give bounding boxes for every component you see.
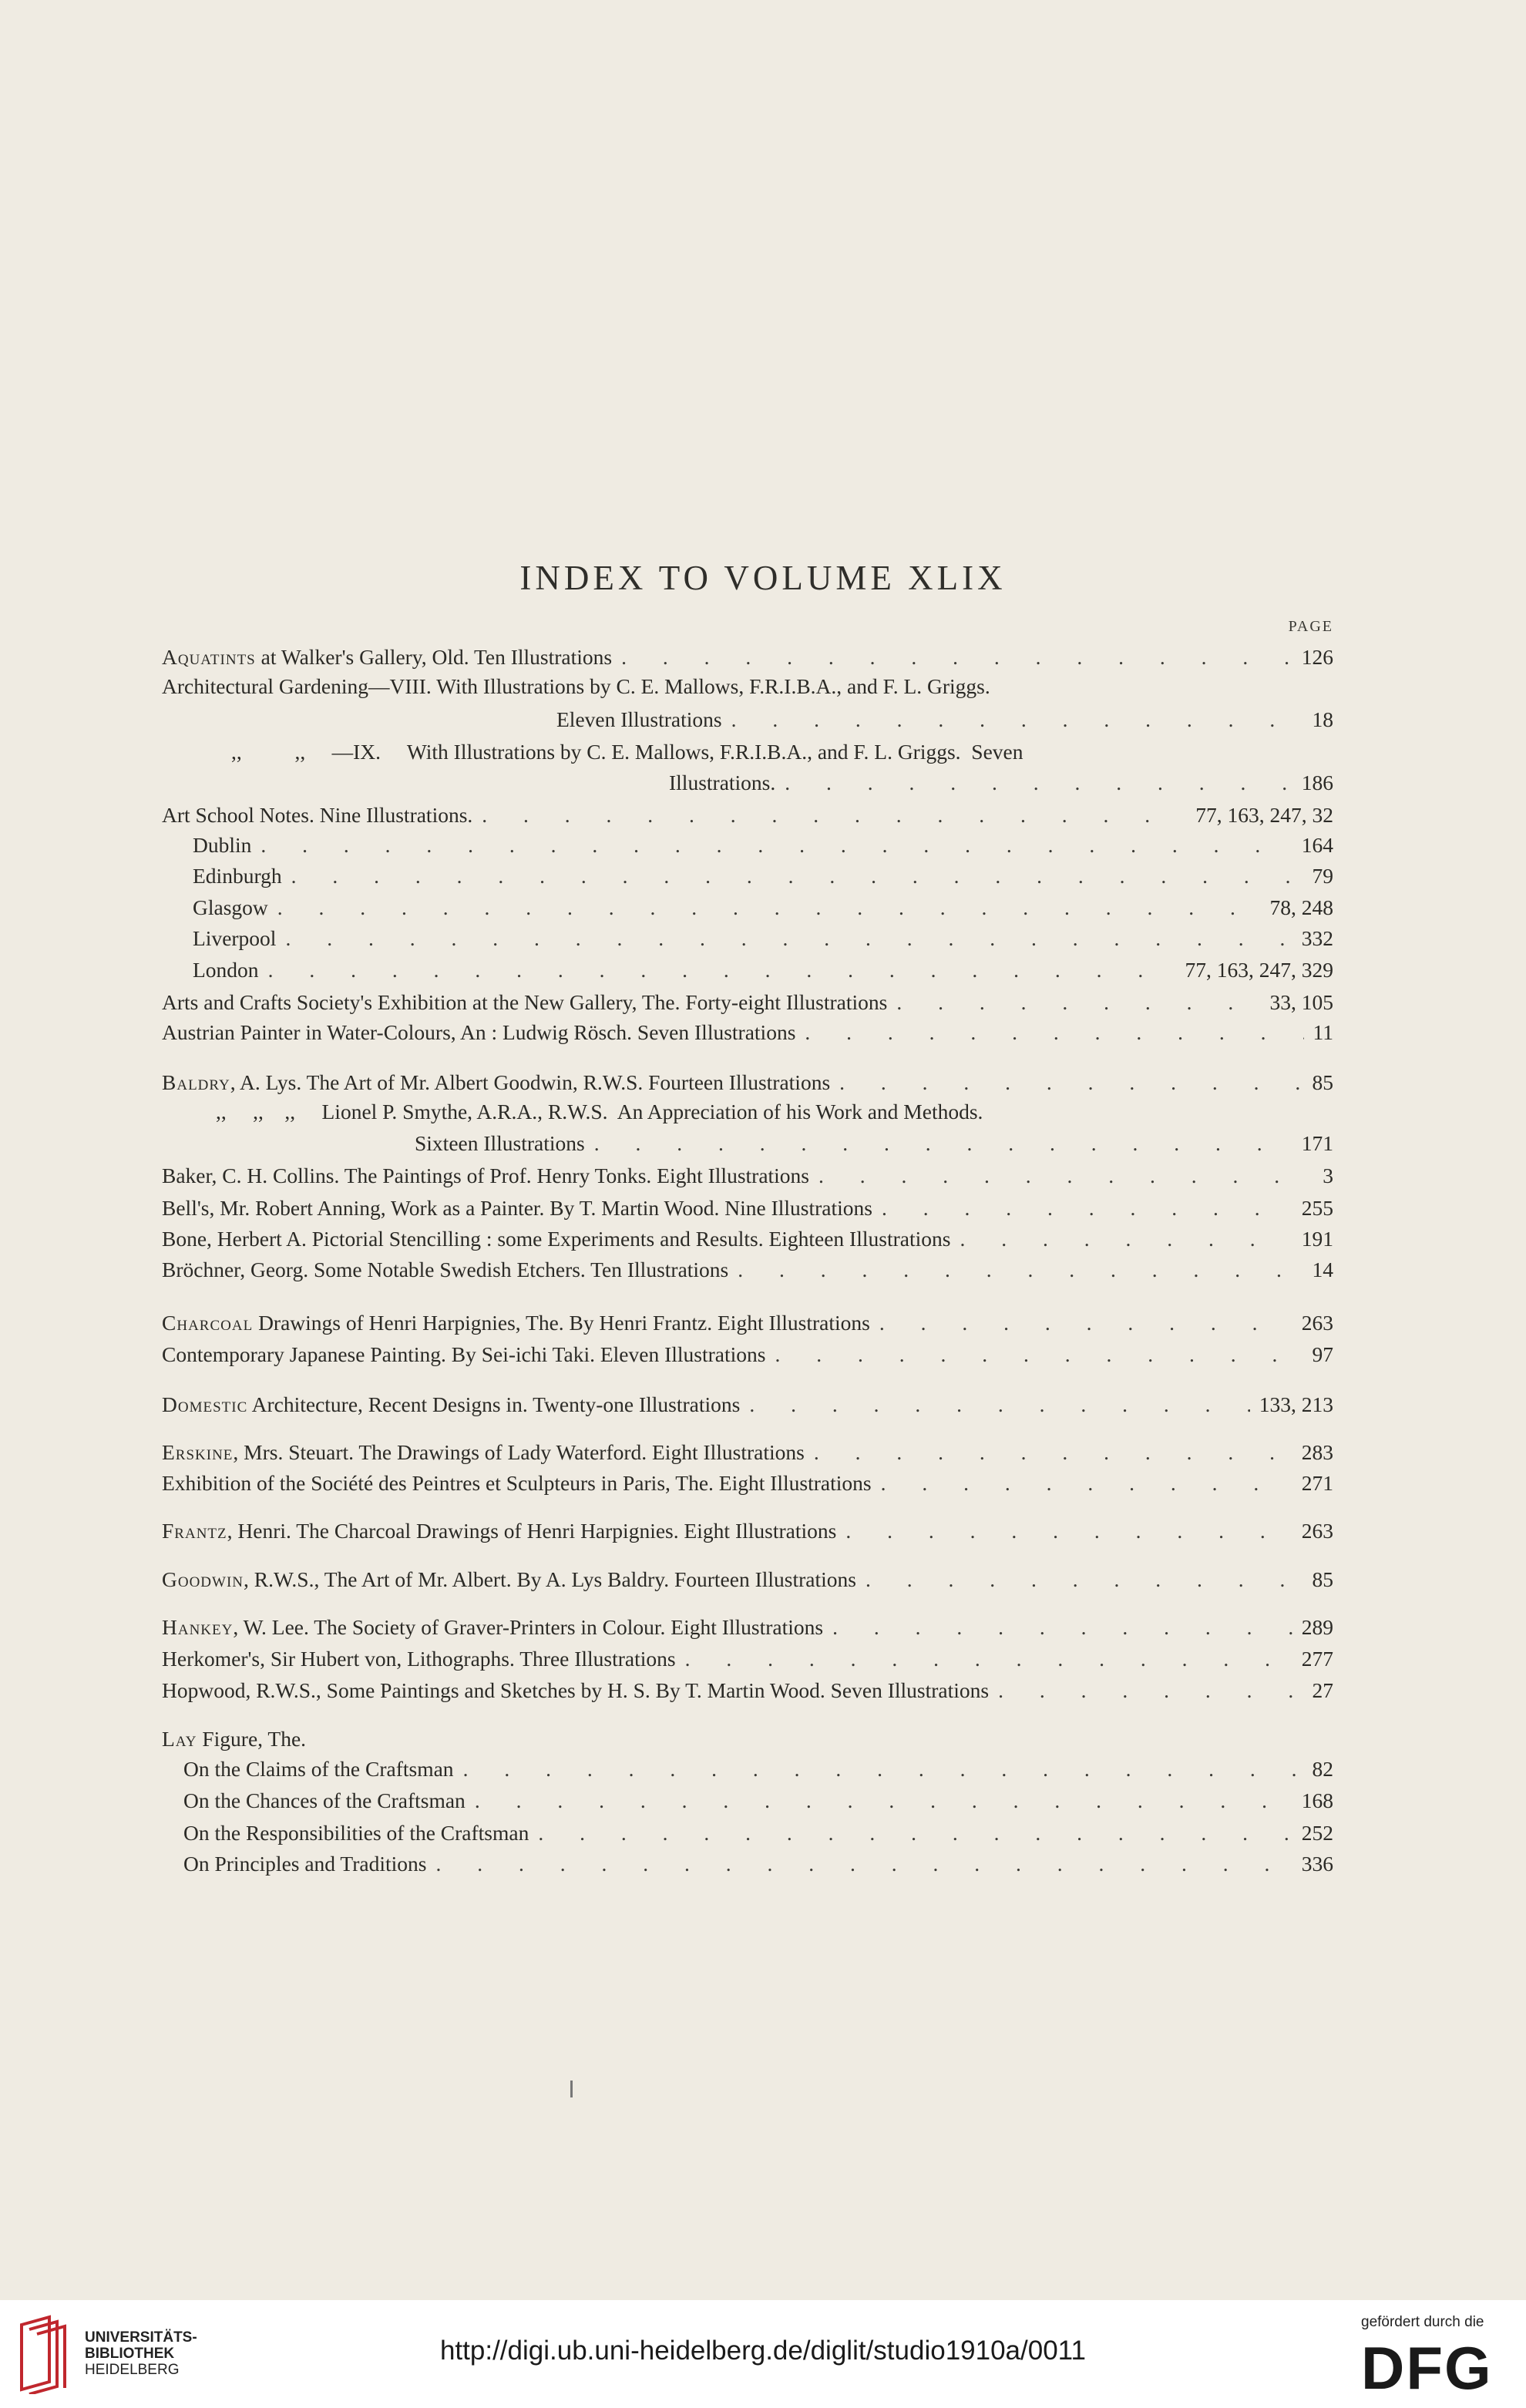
index-entry: Bröchner, Georg. Some Notable Swedish Etchers. Ten Illustrations . . . 14 <box>0 1257 1526 1283</box>
index-entry: Baldry, A. Lys. The Art of Mr. Albert Goodwin, R.W.S. Fourteen Illustrations . . . 85 <box>0 1070 1526 1096</box>
index-entry: Bell's, Mr. Robert Anning, Work as a Painter. By T. Martin Wood. Nine Illustrations . . . 255 <box>0 1195 1526 1221</box>
footer-bar <box>0 2300 1526 2408</box>
dfg-logo: DFG <box>1361 2334 1493 2402</box>
index-entry: Hopwood, R.W.S., Some Paintings and Sketches by H. S. By T. Martin Wood. Seven Illustrations . . . 27 <box>0 1678 1526 1704</box>
source-url-link[interactable]: http://digi.ub.uni-heidelberg.de/diglit/studio1910a/0011 <box>439 2336 1087 2366</box>
index-entry: Domestic Architecture, Recent Designs in. Twenty-one Illustrations . . . 133, 213 <box>0 1392 1526 1418</box>
index-subentry: Liverpool . . . 332 <box>0 925 1526 952</box>
index-entry: Austrian Painter in Water-Colours, An : Ludwig Rösch. Seven Illustrations . . . 11 <box>0 1019 1526 1046</box>
index-subentry: On the Responsibilities of the Craftsman . . . 252 <box>0 1820 1526 1846</box>
index-subentry: Dublin . . . 164 <box>0 832 1526 858</box>
index-entry: Erskine, Mrs. Steuart. The Drawings of Lady Waterford. Eight Illustrations . . . 283 <box>0 1439 1526 1466</box>
index-entry: Art School Notes. Nine Illustrations. . . . 77, 163, 247, 32 <box>0 802 1526 828</box>
page-title: INDEX TO VOLUME XLIX <box>519 559 1007 597</box>
index-entry: Arts and Crafts Society's Exhibition at the New Gallery, The. Forty-eight Illustrations . . . 33, 105 <box>0 989 1526 1016</box>
index-entry: ,, ,, ,, Lionel P. Smythe, A.R.A., R.W.S. An Appreciation of his Work and Methods. <box>216 1100 983 1123</box>
library-name: UNIVERSITÄTS- BIBLIOTHEK HEIDELBERG <box>85 2329 197 2378</box>
index-entry-continuation: Illustrations. . . . 186 <box>0 770 1526 796</box>
index-entry: Baker, C. H. Collins. The Paintings of Prof. Henry Tonks. Eight Illustrations . . . 3 <box>0 1163 1526 1189</box>
page-column-heading: PAGE <box>1288 618 1333 635</box>
index-subentry: Edinburgh . . . 79 <box>0 863 1526 889</box>
index-entry: Frantz, Henri. The Charcoal Drawings of Henri Harpignies. Eight Illustrations . . . 263 <box>0 1518 1526 1544</box>
index-subentry: On the Claims of the Craftsman . . . 82 <box>0 1756 1526 1782</box>
index-entry: Hankey, W. Lee. The Society of Graver-Printers in Colour. Eight Illustrations . . . 289 <box>0 1614 1526 1641</box>
index-entry: Architectural Gardening—VIII. With Illustrations by C. E. Mallows, F.R.I.B.A., and F. L. Griggs. <box>162 674 990 698</box>
page-mark <box>570 2081 573 2097</box>
index-entry: Exhibition of the Société des Peintres et Sculpteurs in Paris, The. Eight Illustrations . . . 271 <box>0 1470 1526 1496</box>
index-entry: Herkomer's, Sir Hubert von, Lithographs. Three Illustrations . . . 277 <box>0 1646 1526 1672</box>
index-entry: Contemporary Japanese Painting. By Sei-ichi Taki. Eleven Illustrations . . . 97 <box>0 1342 1526 1368</box>
index-entry: Charcoal Drawings of Henri Harpignies, The. By Henri Frantz. Eight Illustrations . . . 263 <box>0 1310 1526 1336</box>
index-subentry: On the Chances of the Craftsman . . . 168 <box>0 1788 1526 1814</box>
index-entry-continuation: Eleven Illustrations . . . 18 <box>0 707 1526 733</box>
index-entry: ,, ,, —IX. With Illustrations by C. E. Mallows, F.R.I.B.A., and F. L. Griggs. Seven <box>231 740 1023 764</box>
funding-caption: gefördert durch die <box>1361 2314 1484 2330</box>
index-entry: Bone, Herbert A. Pictorial Stencilling : some Experiments and Results. Eighteen Illustrations . . . 191 <box>0 1226 1526 1252</box>
index-entry-continuation: Sixteen Illustrations . . . 171 <box>0 1130 1526 1157</box>
index-entry: Lay Figure, The. <box>162 1727 307 1751</box>
index-subentry: On Principles and Traditions . . . 336 <box>0 1851 1526 1877</box>
index-subentry: Glasgow . . . 78, 248 <box>0 895 1526 921</box>
index-entry: Aquatints at Walker's Gallery, Old. Ten Illustrations . . . 126 <box>0 644 1526 670</box>
index-entry: Goodwin, R.W.S., The Art of Mr. Albert. By A. Lys Baldry. Fourteen Illustrations . . . 85 <box>0 1567 1526 1593</box>
index-subentry: London . . . 77, 163, 247, 329 <box>0 957 1526 983</box>
